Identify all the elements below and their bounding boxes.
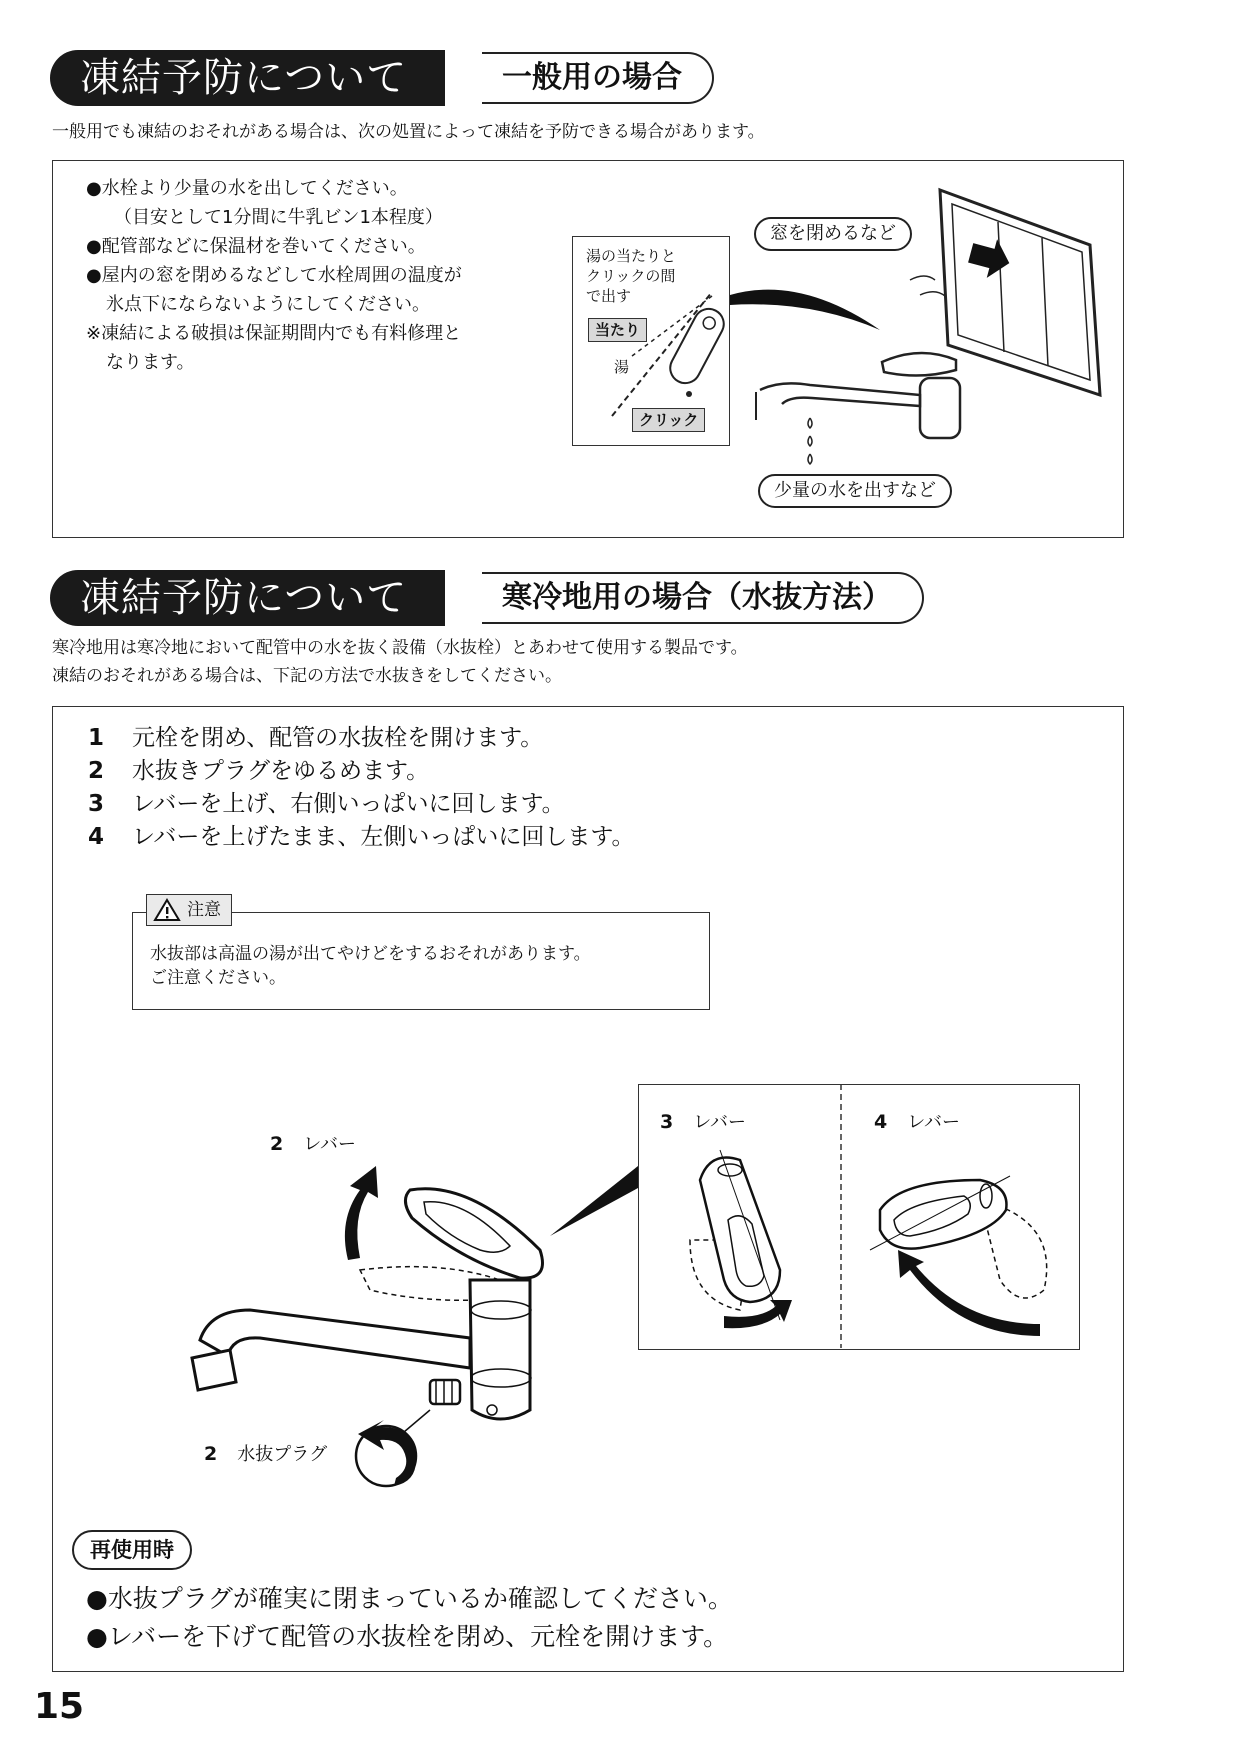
- pointer-wedge: [550, 1160, 640, 1240]
- panel-divider: [840, 1084, 842, 1348]
- step-item: [88, 722, 635, 755]
- section1-bullets: [86, 174, 462, 377]
- reuse-label: 再使用時: [72, 1530, 192, 1570]
- label-small-water: 少量の水を出すなど: [758, 474, 952, 508]
- step-text: 水抜きプラグをゆるめます。: [132, 758, 430, 784]
- reuse-line: ●水抜プラグが確実に閉まっているか確認してください。: [86, 1584, 733, 1613]
- label-close-window: 窓を閉めるなど: [754, 217, 912, 251]
- bullet-line: ●水栓より少量の水を出してください。: [86, 178, 408, 199]
- panel4-label: [874, 1108, 960, 1134]
- label-lever-text: レバー: [303, 1134, 356, 1155]
- lever-right-illustration: [680, 1140, 820, 1340]
- panel3-num: 3: [660, 1111, 674, 1133]
- bullet-line: ●屋内の窓を閉めるなどして水栓周囲の温度が: [86, 265, 462, 286]
- caution-label: 注意: [187, 900, 221, 920]
- label-plug-num: 2: [204, 1443, 218, 1465]
- section2-intro: [52, 634, 748, 690]
- panel3-text: レバー: [693, 1112, 746, 1133]
- intro-line: 凍結のおそれがある場合は、下記の方法で水抜きをしてください。: [52, 666, 562, 686]
- panel4-text: レバー: [907, 1112, 960, 1133]
- step-number: 2: [88, 758, 105, 784]
- panel3-label: [660, 1108, 746, 1134]
- reuse-list: [86, 1580, 733, 1656]
- step-number: 1: [88, 725, 105, 751]
- tag-atari: 当たり: [588, 318, 647, 342]
- inset-caption-line: 湯の当たりと: [586, 247, 677, 265]
- step-text: 元栓を閉め、配管の水抜栓を開けます。: [132, 725, 544, 751]
- bullet-line: ●配管部などに保温材を巻いてください。: [86, 236, 426, 257]
- inset-caption-line: クリックの間: [586, 267, 676, 285]
- bullet-line: ※凍結による破損は保証期間内でも有料修理と: [86, 323, 462, 344]
- step-text: レバーを上げ、右側いっぱいに回します。: [132, 791, 565, 817]
- tag-click: クリック: [632, 408, 705, 432]
- label-plug-text: 水抜プラグ: [237, 1444, 328, 1465]
- step-item: [88, 755, 635, 788]
- steps-list: [88, 722, 635, 854]
- reuse-line: ●レバーを下げて配管の水抜栓を閉め、元栓を開けます。: [86, 1622, 729, 1651]
- step-number: 4: [88, 824, 105, 850]
- bullet-line: （目安として1分間に牛乳ビン1本程度）: [114, 207, 443, 228]
- step-number: 3: [88, 791, 105, 817]
- caution-line: 水抜部は高温の湯が出てやけどをするおそれがあります。: [150, 944, 591, 964]
- bullet-line: なります。: [106, 352, 195, 373]
- label-lever: [270, 1130, 356, 1156]
- step-item: [88, 788, 635, 821]
- intro-line: 寒冷地用は寒冷地において配管中の水を抜く設備（水抜栓）とあわせて使用する製品です。: [52, 638, 748, 658]
- section2-title: 凍結予防について: [50, 570, 445, 626]
- section2-subtitle: 寒冷地用の場合（水抜方法）: [482, 572, 924, 624]
- bullet-line: 氷点下にならないようにしてください。: [106, 294, 430, 315]
- warning-triangle-icon: [153, 898, 181, 922]
- step-item: [88, 821, 635, 854]
- lever-left-illustration: [860, 1140, 1060, 1340]
- section1-intro: 一般用でも凍結のおそれがある場合は、次の処置によって凍結を予防できる場合があります。: [52, 122, 765, 142]
- caution-text: [150, 942, 591, 990]
- section1-subtitle: 一般用の場合: [482, 52, 714, 104]
- caution-line: ご注意ください。: [150, 968, 286, 988]
- section1-title: 凍結予防について: [50, 50, 445, 106]
- panel4-num: 4: [874, 1111, 888, 1133]
- label-drain-plug: [204, 1440, 327, 1466]
- page-number: 15: [34, 1686, 85, 1727]
- label-yu: 湯: [614, 358, 630, 376]
- label-lever-num: 2: [270, 1133, 284, 1155]
- step-text: レバーを上げたまま、左側いっぱいに回します。: [132, 824, 635, 850]
- inset-caption-line: で出す: [586, 287, 632, 305]
- caution-tag: [146, 894, 232, 926]
